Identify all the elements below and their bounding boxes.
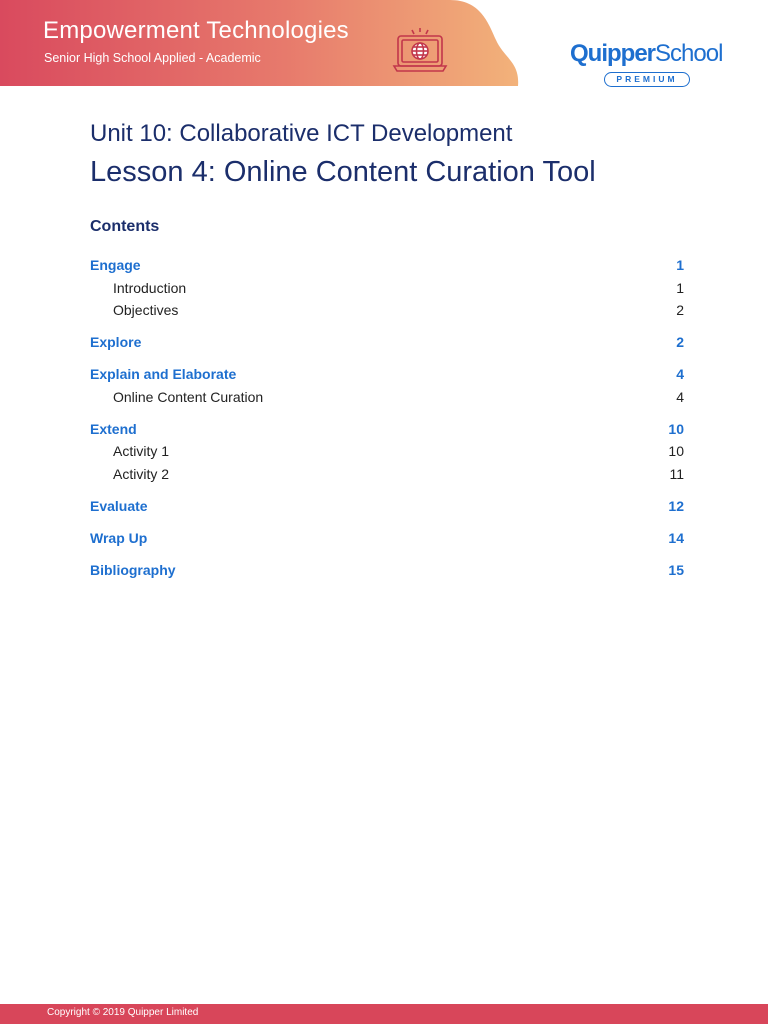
toc-entry-label: Extend bbox=[90, 420, 137, 437]
copyright-text: Copyright © 2019 Quipper Limited bbox=[47, 1007, 199, 1018]
toc-entry-label: Evaluate bbox=[90, 497, 148, 514]
toc-entry-page: 2 bbox=[676, 334, 684, 350]
toc-entry[interactable] bbox=[90, 495, 684, 517]
toc-entry-label: Explore bbox=[90, 334, 142, 350]
toc-entry[interactable] bbox=[90, 299, 684, 321]
footer-bar bbox=[0, 1004, 768, 1024]
toc-entry[interactable] bbox=[90, 363, 684, 385]
toc-entry[interactable] bbox=[90, 527, 684, 549]
toc-entry-page: 4 bbox=[676, 388, 684, 405]
logo-wordmark: QuipperSchool bbox=[570, 40, 723, 67]
toc-entry-page: 10 bbox=[668, 443, 684, 459]
course-title: Empowerment Technologies bbox=[43, 17, 349, 44]
quipper-school-logo bbox=[570, 40, 725, 88]
toc-entry-page: 10 bbox=[668, 420, 684, 437]
lesson-title: Lesson 4: Online Content Curation Tool bbox=[90, 156, 596, 188]
toc-entry-label: Engage bbox=[90, 257, 141, 273]
toc-entry[interactable] bbox=[90, 386, 684, 408]
toc-entry-label: Introduction bbox=[113, 279, 187, 296]
toc-entry-label: Objectives bbox=[113, 302, 179, 318]
course-subtitle: Senior High School Applied - Academic bbox=[44, 51, 261, 65]
toc-entry-page: 11 bbox=[669, 465, 684, 482]
premium-badge: PREMIUM bbox=[604, 72, 690, 87]
toc-entry-page: 15 bbox=[668, 561, 684, 578]
toc-entry-label: Wrap Up bbox=[90, 529, 148, 546]
toc-entry-page: 14 bbox=[668, 529, 684, 546]
toc-entry[interactable] bbox=[90, 277, 684, 299]
toc-entry[interactable] bbox=[90, 331, 684, 353]
toc-entry-page: 12 bbox=[668, 497, 684, 514]
contents-heading: Contents bbox=[90, 218, 160, 235]
toc-entry-label: Online Content Curation bbox=[113, 388, 264, 405]
toc-entry[interactable] bbox=[90, 559, 684, 581]
toc-entry-page: 1 bbox=[676, 279, 684, 296]
toc-entry-page: 1 bbox=[676, 257, 684, 273]
toc-entry-page: 2 bbox=[676, 302, 684, 318]
unit-title: Unit 10: Collaborative ICT Development bbox=[90, 120, 513, 147]
toc-entry-label: Activity 2 bbox=[113, 465, 170, 482]
laptop-globe-icon bbox=[392, 28, 448, 79]
toc-entry-label: Explain and Elaborate bbox=[90, 366, 237, 382]
toc-entry[interactable] bbox=[90, 418, 684, 440]
toc-entry-label: Bibliography bbox=[90, 561, 176, 578]
toc-entry-page: 4 bbox=[676, 366, 684, 382]
toc-entry[interactable] bbox=[90, 254, 684, 276]
toc-entry-label: Activity 1 bbox=[113, 443, 170, 459]
toc-entry[interactable] bbox=[90, 440, 684, 462]
toc-entry[interactable] bbox=[90, 463, 684, 485]
